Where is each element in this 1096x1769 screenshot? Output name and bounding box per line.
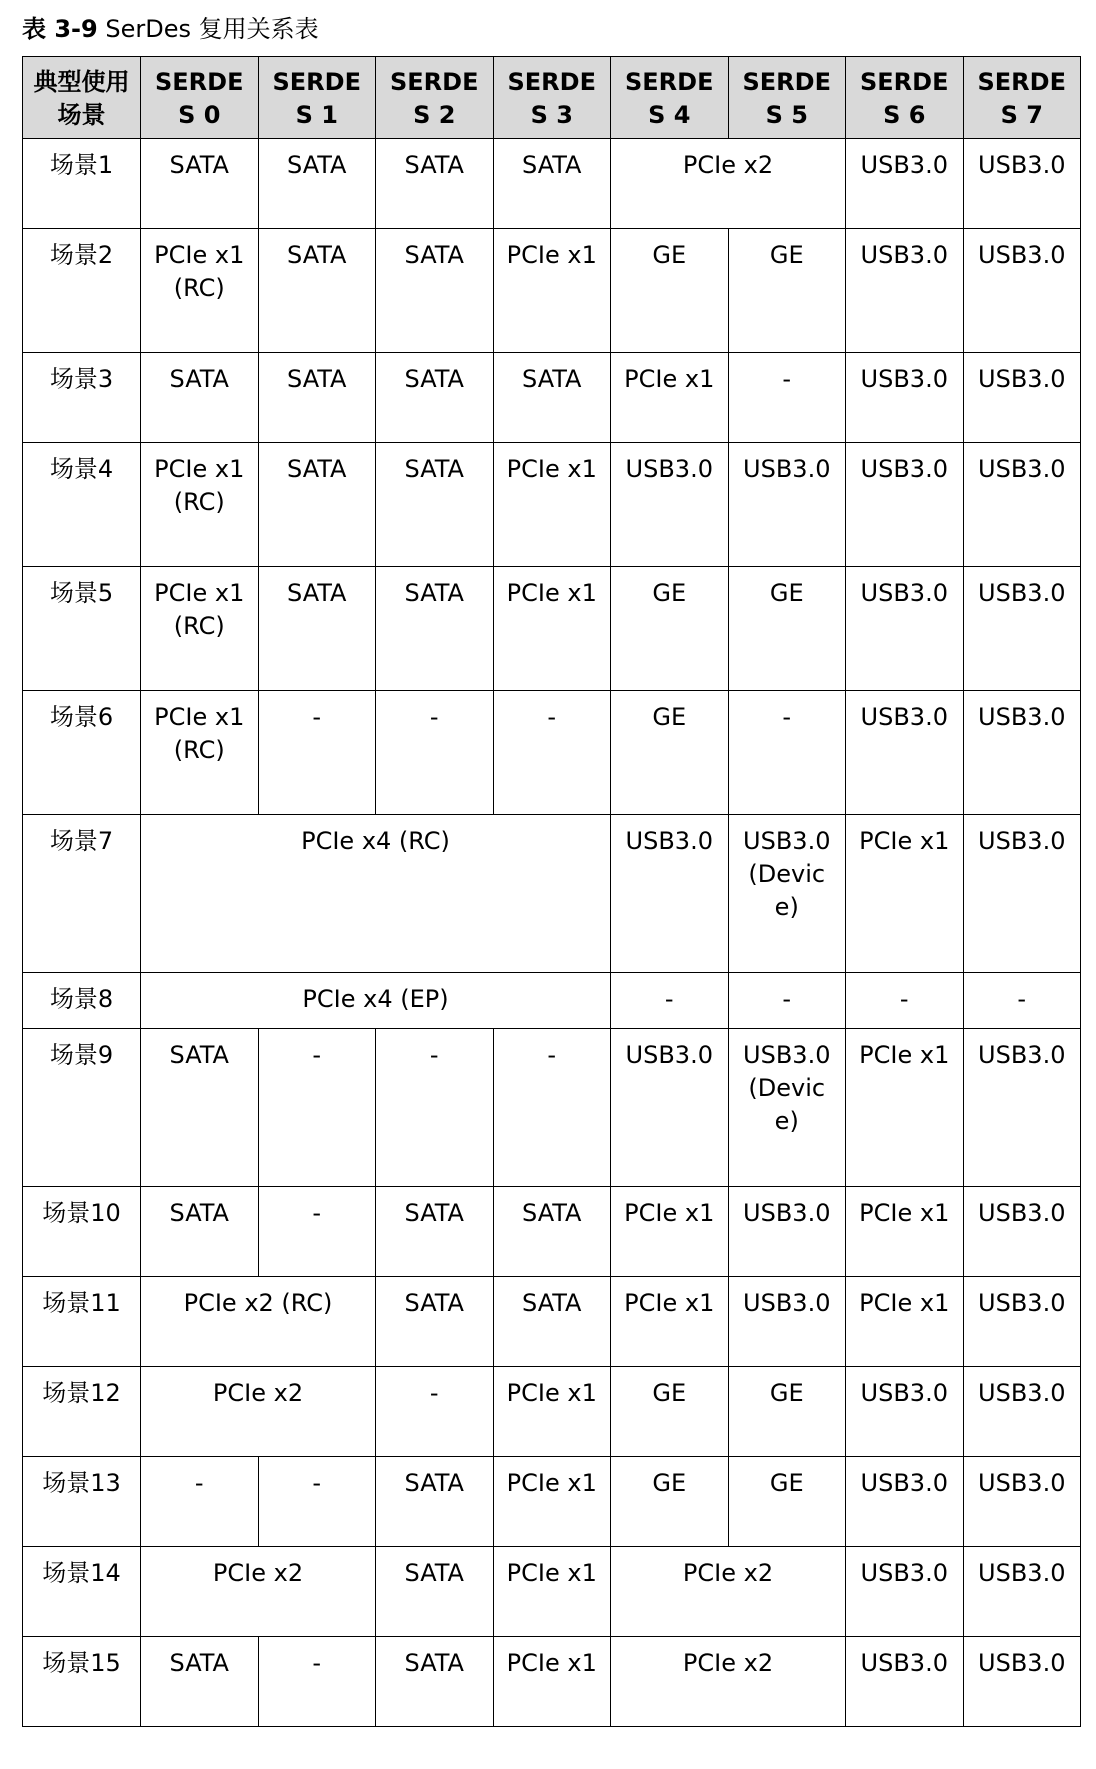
table-cell: GE bbox=[611, 567, 729, 691]
table-cell: GE bbox=[728, 229, 846, 353]
table-cell: SATA bbox=[376, 229, 494, 353]
table-cell: - bbox=[258, 1457, 376, 1547]
table-cell: PCIe x1 bbox=[493, 229, 611, 353]
table-cell: USB3.0 (Device) bbox=[728, 815, 846, 973]
table-cell: - bbox=[728, 353, 846, 443]
table-cell: PCIe x1 bbox=[493, 1457, 611, 1547]
table-cell: USB3.0 bbox=[611, 815, 729, 973]
table-cell: SATA bbox=[376, 1547, 494, 1637]
table-row bbox=[23, 353, 1081, 443]
header-serdes-3: SERDES 3 bbox=[493, 57, 611, 139]
table-row bbox=[23, 815, 1081, 973]
table-cell: USB3.0 bbox=[846, 1367, 964, 1457]
scenario-label: 场景14 bbox=[23, 1547, 141, 1637]
table-cell: PCIe x1 bbox=[611, 1187, 729, 1277]
table-cell: - bbox=[963, 973, 1081, 1029]
table-cell: - bbox=[258, 1029, 376, 1187]
header-serdes-0: SERDES 0 bbox=[141, 57, 259, 139]
table-row bbox=[23, 1637, 1081, 1727]
table-cell: PCIe x1 bbox=[846, 815, 964, 973]
table-cell: PCIe x1 bbox=[493, 1637, 611, 1727]
table-cell: USB3.0 bbox=[963, 1457, 1081, 1547]
table-row bbox=[23, 139, 1081, 229]
table-cell: SATA bbox=[376, 1457, 494, 1547]
table-cell: USB3.0 bbox=[846, 691, 964, 815]
header-serdes-2: SERDES 2 bbox=[376, 57, 494, 139]
table-cell: - bbox=[611, 973, 729, 1029]
table-cell: PCIe x1 (RC) bbox=[141, 229, 259, 353]
table-cell: SATA bbox=[258, 443, 376, 567]
table-cell: SATA bbox=[141, 1187, 259, 1277]
scenario-label: 场景2 bbox=[23, 229, 141, 353]
table-cell: USB3.0 bbox=[963, 443, 1081, 567]
table-cell: - bbox=[846, 973, 964, 1029]
scenario-label: 场景3 bbox=[23, 353, 141, 443]
table-caption bbox=[22, 12, 319, 46]
header-row bbox=[23, 57, 1081, 139]
table-cell: PCIe x1 bbox=[493, 1547, 611, 1637]
table-cell: PCIe x1 bbox=[493, 1367, 611, 1457]
table-cell: SATA bbox=[376, 567, 494, 691]
table-cell: USB3.0 bbox=[846, 443, 964, 567]
table-cell: PCIe x4 (EP) bbox=[141, 973, 611, 1029]
table-cell: PCIe x1 (RC) bbox=[141, 691, 259, 815]
table-cell: SATA bbox=[258, 353, 376, 443]
table-cell: - bbox=[728, 973, 846, 1029]
header-serdes-1: SERDES 1 bbox=[258, 57, 376, 139]
table-cell: PCIe x2 bbox=[141, 1547, 376, 1637]
table-cell: - bbox=[258, 1637, 376, 1727]
table-cell: USB3.0 bbox=[963, 1029, 1081, 1187]
table-cell: PCIe x1 (RC) bbox=[141, 443, 259, 567]
table-cell: USB3.0 bbox=[963, 1277, 1081, 1367]
table-cell: SATA bbox=[258, 139, 376, 229]
scenario-label: 场景8 bbox=[23, 973, 141, 1029]
scenario-label: 场景7 bbox=[23, 815, 141, 973]
table-cell: USB3.0 bbox=[611, 443, 729, 567]
table-cell: GE bbox=[611, 1367, 729, 1457]
scenario-label: 场景11 bbox=[23, 1277, 141, 1367]
table-row bbox=[23, 567, 1081, 691]
table-cell: USB3.0 bbox=[963, 691, 1081, 815]
table-cell: PCIe x2 (RC) bbox=[141, 1277, 376, 1367]
table-cell: PCIe x1 bbox=[493, 567, 611, 691]
scenario-label: 场景13 bbox=[23, 1457, 141, 1547]
serdes-mux-table bbox=[22, 56, 1081, 1727]
table-cell: SATA bbox=[493, 353, 611, 443]
table-row bbox=[23, 1457, 1081, 1547]
table-cell: PCIe x2 bbox=[611, 1547, 846, 1637]
header-serdes-7: SERDES 7 bbox=[963, 57, 1081, 139]
table-cell: - bbox=[376, 1029, 494, 1187]
table-cell: PCIe x1 bbox=[611, 353, 729, 443]
table-cell: USB3.0 bbox=[963, 815, 1081, 973]
header-serdes-5: SERDES 5 bbox=[728, 57, 846, 139]
table-cell: USB3.0 bbox=[728, 443, 846, 567]
scenario-label: 场景15 bbox=[23, 1637, 141, 1727]
table-cell: - bbox=[728, 691, 846, 815]
scenario-label: 场景6 bbox=[23, 691, 141, 815]
table-cell: GE bbox=[728, 1367, 846, 1457]
table-number: 表 3-9 bbox=[22, 15, 98, 43]
table-cell: USB3.0 bbox=[728, 1187, 846, 1277]
table-row bbox=[23, 1187, 1081, 1277]
table-cell: PCIe x1 bbox=[611, 1277, 729, 1367]
table-cell: USB3.0 bbox=[846, 229, 964, 353]
table-cell: SATA bbox=[376, 1637, 494, 1727]
table-cell: SATA bbox=[141, 353, 259, 443]
table-row bbox=[23, 1367, 1081, 1457]
table-cell: USB3.0 bbox=[963, 567, 1081, 691]
table-cell: - bbox=[493, 1029, 611, 1187]
header-scenario: 典型使用场景 bbox=[23, 57, 141, 139]
table-cell: SATA bbox=[376, 1277, 494, 1367]
table-cell: USB3.0 (Device) bbox=[728, 1029, 846, 1187]
table-cell: SATA bbox=[376, 139, 494, 229]
table-cell: - bbox=[376, 1367, 494, 1457]
scenario-label: 场景10 bbox=[23, 1187, 141, 1277]
header-serdes-4: SERDES 4 bbox=[611, 57, 729, 139]
table-row bbox=[23, 443, 1081, 567]
table-cell: SATA bbox=[258, 567, 376, 691]
table-cell: SATA bbox=[376, 1187, 494, 1277]
table-cell: USB3.0 bbox=[963, 1187, 1081, 1277]
table-cell: SATA bbox=[141, 1637, 259, 1727]
table-cell: USB3.0 bbox=[963, 229, 1081, 353]
table-body bbox=[23, 139, 1081, 1727]
scenario-label: 场景5 bbox=[23, 567, 141, 691]
table-row bbox=[23, 1277, 1081, 1367]
table-cell: USB3.0 bbox=[963, 1367, 1081, 1457]
table-cell: - bbox=[258, 691, 376, 815]
table-row bbox=[23, 1547, 1081, 1637]
scenario-label: 场景1 bbox=[23, 139, 141, 229]
table-cell: SATA bbox=[141, 139, 259, 229]
table-cell: SATA bbox=[258, 229, 376, 353]
table-cell: USB3.0 bbox=[728, 1277, 846, 1367]
table-cell: USB3.0 bbox=[846, 353, 964, 443]
table-header bbox=[23, 57, 1081, 139]
table-cell: PCIe x2 bbox=[141, 1367, 376, 1457]
scenario-label: 场景9 bbox=[23, 1029, 141, 1187]
table-cell: PCIe x1 bbox=[493, 443, 611, 567]
table-row bbox=[23, 973, 1081, 1029]
table-row bbox=[23, 691, 1081, 815]
table-cell: USB3.0 bbox=[846, 567, 964, 691]
table-cell: USB3.0 bbox=[963, 353, 1081, 443]
table-cell: SATA bbox=[376, 443, 494, 567]
table-cell: USB3.0 bbox=[963, 1637, 1081, 1727]
table-cell: USB3.0 bbox=[846, 1547, 964, 1637]
table-cell: SATA bbox=[493, 139, 611, 229]
table-cell: PCIe x2 bbox=[611, 139, 846, 229]
header-serdes-6: SERDES 6 bbox=[846, 57, 964, 139]
table-cell: PCIe x1 (RC) bbox=[141, 567, 259, 691]
table-cell: GE bbox=[728, 1457, 846, 1547]
table-cell: PCIe x1 bbox=[846, 1187, 964, 1277]
table-cell: USB3.0 bbox=[963, 139, 1081, 229]
table-cell: GE bbox=[611, 1457, 729, 1547]
table-cell: PCIe x1 bbox=[846, 1029, 964, 1187]
table-cell: - bbox=[141, 1457, 259, 1547]
table-cell: PCIe x1 bbox=[846, 1277, 964, 1367]
table-cell: SATA bbox=[141, 1029, 259, 1187]
table-row bbox=[23, 1029, 1081, 1187]
table-cell: SATA bbox=[376, 353, 494, 443]
scenario-label: 场景4 bbox=[23, 443, 141, 567]
table-cell: USB3.0 bbox=[611, 1029, 729, 1187]
table-cell: USB3.0 bbox=[963, 1547, 1081, 1637]
scenario-label: 场景12 bbox=[23, 1367, 141, 1457]
table-cell: - bbox=[376, 691, 494, 815]
table-cell: GE bbox=[611, 229, 729, 353]
table-cell: - bbox=[258, 1187, 376, 1277]
table-cell: SATA bbox=[493, 1277, 611, 1367]
table-row bbox=[23, 229, 1081, 353]
table-cell: - bbox=[493, 691, 611, 815]
table-cell: USB3.0 bbox=[846, 139, 964, 229]
table-cell: SATA bbox=[493, 1187, 611, 1277]
table-cell: PCIe x4 (RC) bbox=[141, 815, 611, 973]
table-title: SerDes 复用关系表 bbox=[105, 15, 319, 43]
table-cell: PCIe x2 bbox=[611, 1637, 846, 1727]
table-cell: GE bbox=[611, 691, 729, 815]
table-cell: GE bbox=[728, 567, 846, 691]
table-cell: USB3.0 bbox=[846, 1637, 964, 1727]
table-cell: USB3.0 bbox=[846, 1457, 964, 1547]
